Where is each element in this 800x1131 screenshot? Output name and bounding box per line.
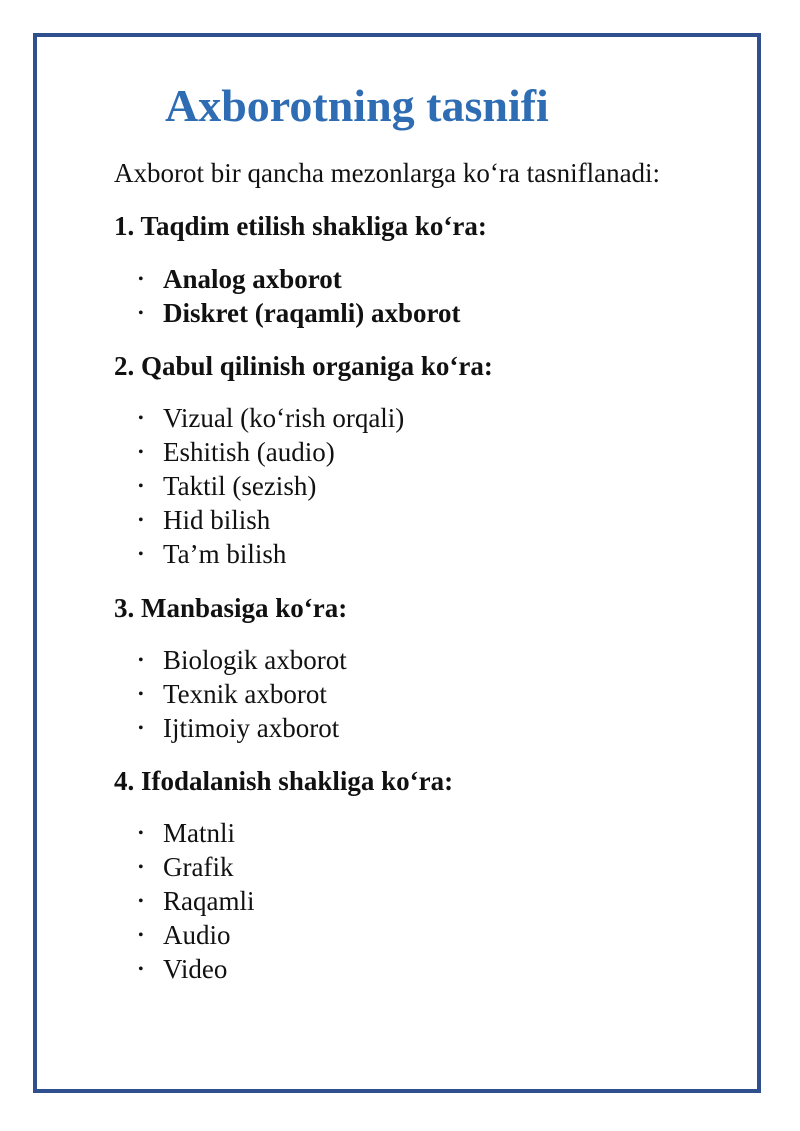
bullet-icon: • <box>138 444 144 461</box>
list-item-label: Video <box>163 954 228 984</box>
list-item-label: Biologik axborot <box>163 645 347 675</box>
bullet-icon: • <box>138 652 144 669</box>
list-item-label: Texnik axborot <box>163 679 327 709</box>
bullet-icon: • <box>138 478 144 495</box>
list-item-label: Grafik <box>163 852 234 882</box>
section-heading-4: 4. Ifodalanish shakliga ko‘ra: <box>114 766 454 796</box>
bullet-icon: • <box>138 720 144 737</box>
bullet-icon: • <box>138 825 144 842</box>
list-item-label: Ijtimoiy axborot <box>163 713 340 743</box>
bullet-icon: • <box>138 512 144 529</box>
list-item-label: Ta’m bilish <box>163 539 287 569</box>
bullet-icon: • <box>138 271 144 288</box>
list-item-label: Hid bilish <box>163 505 271 535</box>
page-title: Axborotning tasnifi <box>165 80 549 131</box>
section-heading-3: 3. Manbasiga ko‘ra: <box>114 593 348 623</box>
list-item-label: Eshitish (audio) <box>163 437 335 467</box>
list-item-label: Diskret (raqamli) axborot <box>163 298 461 328</box>
section-heading-2: 2. Qabul qilinish organiga ko‘ra: <box>114 351 493 381</box>
bullet-icon: • <box>138 410 144 427</box>
bullet-icon: • <box>138 305 144 322</box>
list-item-label: Taktil (sezish) <box>163 471 317 501</box>
bullet-icon: • <box>138 686 144 703</box>
list-item-label: Matnli <box>163 818 235 848</box>
bullet-icon: • <box>138 961 144 978</box>
bullet-icon: • <box>138 859 144 876</box>
section-heading-1: 1. Taqdim etilish shakliga ko‘ra: <box>114 211 487 241</box>
bullet-icon: • <box>138 927 144 944</box>
list-item-label: Audio <box>163 920 231 950</box>
bullet-icon: • <box>138 546 144 563</box>
bullet-icon: • <box>138 893 144 910</box>
list-item-label: Vizual (ko‘rish orqali) <box>163 403 405 433</box>
list-item-label: Raqamli <box>163 886 255 916</box>
list-item-label: Analog axborot <box>163 264 342 294</box>
intro-text: Axborot bir qancha mezonlarga ko‘ra tasniflanadi: <box>114 158 661 188</box>
